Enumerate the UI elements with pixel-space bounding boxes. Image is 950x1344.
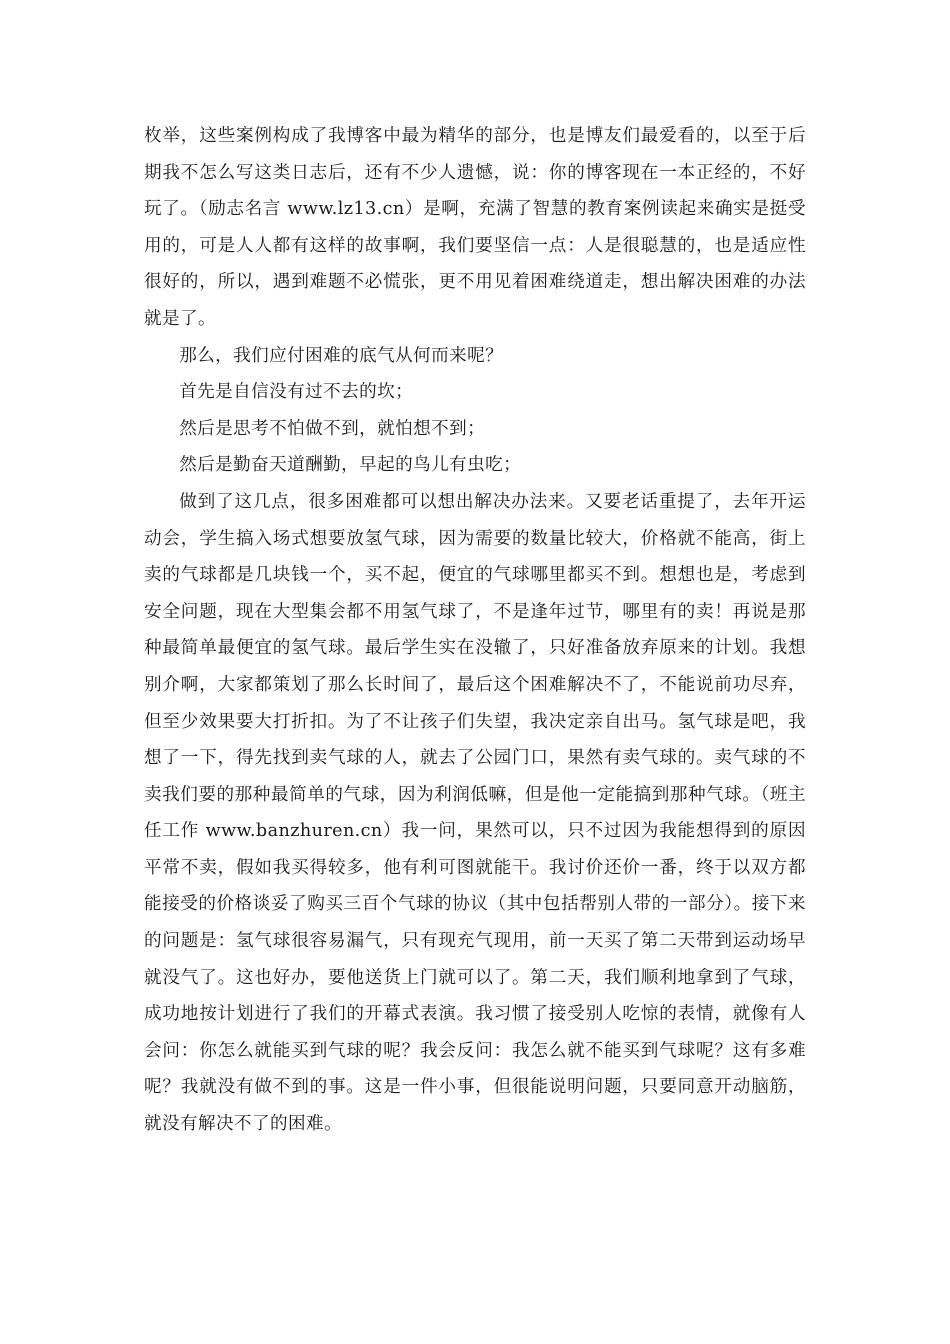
paragraph-point-thinking: 然后是思考不怕做不到，就怕想不到； <box>179 418 486 439</box>
paragraph-balloon-story: 做到了这几点，很多困难都可以想出解决办法来。又要老话重提了，去年开运动会，学生搞入场式想要放氢气球，因为需要的数量比较大，价格就不能高，街上卖的气球都是几块钱一个，买不起，便宜的气球哪里都买不到。想想也是，考虑到安全问题，现在大型集会都不用氢气球了，不是逢年过节，哪里有的卖！再说是那种最简单最便宜的氢气球。最后学生实在没辙了，只好准备放弃原来的计划。我想别介啊，大家都策划了那么长时间了，最后这个困难解决不了，不能说前功尽弃，但至少效果要大打折扣。为了不让孩子们失望，我决定亲自出马。氢气球是吧，我想了一下，得先找到卖气球的人，就去了公园门口，果然有卖气球的。卖气球的不卖我们要的那种最简单的气球，因为利润低嘛，但是他一定能搞到那种气球。（班主任工作 www.banzhuren.cn）我一问，果然可以，只不过因为我能想得到的原因平常不卖，假如我买得较多，他有利可图就能干。我讨价还价一番，终于以双方都能接受的价格谈妥了购买三百个气球的协议（其中包括帮别人带的一部分）。接下来的问题是：氢气球很容易漏气，只有现充气现用，前一天买了第二天带到运动场早就没气了。这也好办，要他送货上门就可以了。第二天，我们顺利地拿到了气球，成功地按计划进行了我们的开幕式表演。我习惯了接受别人吃惊的表情，就像有人会问：你怎么就能买到气球的呢？我会反问：我怎么就不能买到气球呢？这有多难呢？我就没有做不到的事。这是一件小事，但很能说明问题，只要同意开动脑筋，就没有解决不了的困难。 <box>144 491 806 1135</box>
document-body <box>144 118 806 1143</box>
paragraph-question: 那么，我们应付困难的底气从何而来呢？ <box>179 345 504 366</box>
paragraph-point-confidence: 首先是自信没有过不去的坎； <box>179 382 414 403</box>
paragraph-continued: 枚举，这些案例构成了我博客中最为精华的部分，也是博友们最爱看的，以至于后期我不怎么写这类日志后，还有不少人遗憾，说：你的博客现在一本正经的，不好玩了。（励志名言 www.lz13.cn）是啊，充满了智慧的教育案例读起来确实是挺受用的，可是人人都有这样的故事啊，我们要坚信一点：人是很聪慧的，也是适应性很好的，所以，遇到难题不必慌张，更不用见着困难绕道走，想出解决困难的办法就是了。 <box>144 126 806 329</box>
paragraph-point-diligence: 然后是勤奋天道酬勤，早起的鸟儿有虫吃； <box>179 455 522 476</box>
